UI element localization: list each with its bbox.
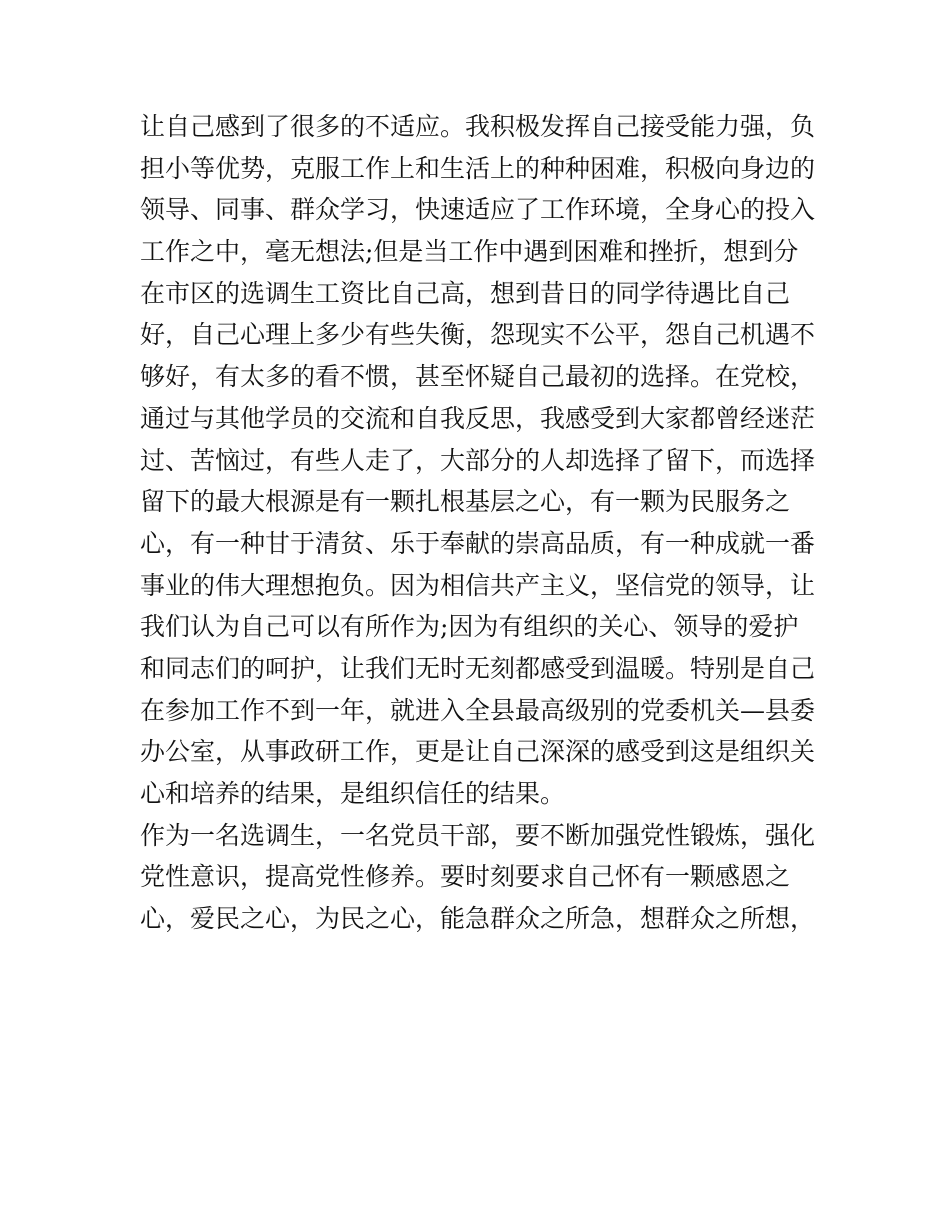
text-line: 够好，有太多的看不惯，甚至怀疑自己最初的选择。在党校， bbox=[140, 362, 816, 392]
text-line: 和同志们的呵护，让我们无时无刻都感受到温暖。特别是自己 bbox=[140, 653, 816, 683]
text-line: 办公室，从事政研工作，更是让自己深深的感受到这是组织关 bbox=[140, 737, 816, 767]
text-line: 工作之中，毫无想法;但是当工作中遇到困难和挫折，想到分 bbox=[140, 237, 799, 267]
text-line: 让自己感到了很多的不适应。我积极发挥自己接受能力强，负 bbox=[140, 112, 816, 141]
text-line: 过、苦恼过，有些人走了，大部分的人却选择了留下，而选择 bbox=[140, 445, 816, 475]
text-line: 好，自己心理上多少有些失衡，怨现实不公平，怨自己机遇不 bbox=[140, 320, 816, 350]
text-line: 党性意识，提高党性修养。要时刻要求自己怀有一颗感恩之 bbox=[140, 862, 791, 892]
text-line: 心和培养的结果，是组织信任的结果。 bbox=[140, 779, 566, 808]
paragraph-start-line: 作为一名选调生，一名党员干部，要不断加强党性锻炼，强化 bbox=[140, 820, 816, 850]
text-line: 事业的伟大理想抱负。因为相信共产主义，坚信党的领导，让 bbox=[140, 570, 816, 600]
text-line: 在市区的选调生工资比自己高，想到昔日的同学待遇比自己 bbox=[140, 278, 791, 308]
text-line: 心，有一种甘于清贫、乐于奉献的崇高品质，有一种成就一番 bbox=[140, 528, 816, 558]
text-line: 留下的最大根源是有一颗扎根基层之心，有一颗为民服务之 bbox=[140, 487, 791, 517]
text-line: 通过与其他学员的交流和自我反思，我感受到大家都曾经迷茫 bbox=[140, 403, 816, 433]
text-line: 我们认为自己可以有所作为;因为有组织的关心、领导的爱护 bbox=[140, 612, 799, 642]
text-line: 心，爱民之心，为民之心，能急群众之所急，想群众之所想， bbox=[140, 904, 816, 934]
text-line: 领导、同事、群众学习，快速适应了工作环境，全身心的投入 bbox=[140, 195, 816, 225]
text-line: 担小等优势，克服工作上和生活上的种种困难，积极向身边的 bbox=[140, 153, 816, 183]
text-line: 在参加工作不到一年，就进入全县最高级别的党委机关—县委 bbox=[140, 695, 816, 725]
body-text bbox=[140, 106, 820, 940]
